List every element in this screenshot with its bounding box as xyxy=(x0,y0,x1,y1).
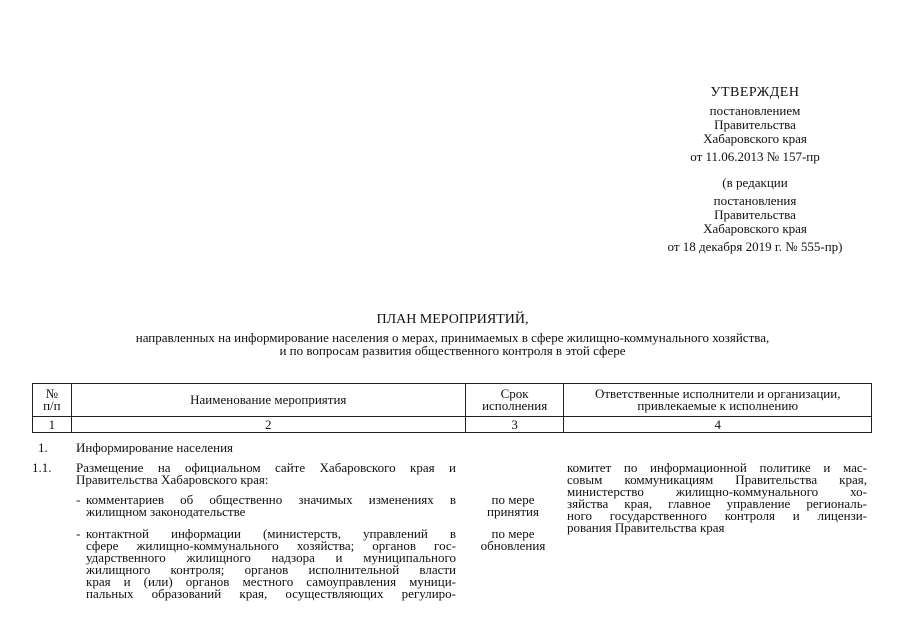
column-number-4: 4 xyxy=(564,417,872,433)
dash-marker: - xyxy=(76,492,81,507)
plan-title: ПЛАН МЕРОПРИЯТИЙ, xyxy=(376,312,529,327)
row-responsible: комитет по информационной политике и мас- совым коммуникациям Правительства края, министерство жилищно-коммунального хо- зяйства края, главное управление региональ- ного государственного контроля и лицензи- рования Правительства края xyxy=(567,460,867,535)
row-number: 1.1. xyxy=(32,460,52,475)
plan-subtitle xyxy=(0,331,905,357)
approval-line: Правительства xyxy=(714,117,796,132)
column-number-1: 1 xyxy=(33,417,72,433)
approval-date: от 11.06.2013 № 157-пр xyxy=(690,149,820,164)
header-col-term: Срок исполнения xyxy=(465,384,564,417)
plan-table-header xyxy=(32,383,872,433)
row-term: по мере обновления xyxy=(480,526,546,553)
header-col-responsible: Ответственные исполнители и организации, привлекаемые к исполнению xyxy=(564,384,872,417)
column-number-3: 3 xyxy=(465,417,564,433)
row-text: Информирование населения xyxy=(76,440,234,455)
revision-line: постановления xyxy=(713,193,797,208)
revision-line: Хабаровского края xyxy=(703,221,807,236)
plan-subtitle-line: направленных на информирование населения о мерах, принимаемых в сфере жилищно-коммунального хозяйства, xyxy=(135,330,770,345)
row-term: по мере принятия xyxy=(487,492,539,519)
approval-line: Хабаровского края xyxy=(703,131,807,146)
row-text: Размещение на официальном сайте Хабаровского края и Правительства Хабаровского края: xyxy=(76,460,456,487)
header-col-number: № п/п xyxy=(33,384,72,417)
column-number-2: 2 xyxy=(71,417,465,433)
row-text: контактной информации (министерств, управлений в сфере жилищно-коммунального хозяйства; органов гос- ударственного жилищного надзора и муниципального жилищного контроля; органов исполнительной власти края и (или) органов местного самоуправления муници- пальных образований края, осуществляющих регулиро- xyxy=(86,526,456,601)
plan-subtitle-line: и по вопросам развития общественного контроля в этой сфере xyxy=(279,343,626,358)
row-number: 1. xyxy=(38,440,48,455)
revision-date: от 18 декабря 2019 г. № 555-пр) xyxy=(667,239,843,254)
header-col-name: Наименование мероприятия xyxy=(71,384,465,417)
approval-line: постановлением xyxy=(709,103,801,118)
dash-marker: - xyxy=(76,526,81,541)
approval-block xyxy=(640,86,870,254)
revision-line: (в редакции xyxy=(722,175,788,190)
approval-heading: УТВЕРЖДЕН xyxy=(710,85,800,100)
revision-line: Правительства xyxy=(714,207,796,222)
row-text: комментариев об общественно значимых изменениях в жилищном законодательстве xyxy=(86,492,456,519)
